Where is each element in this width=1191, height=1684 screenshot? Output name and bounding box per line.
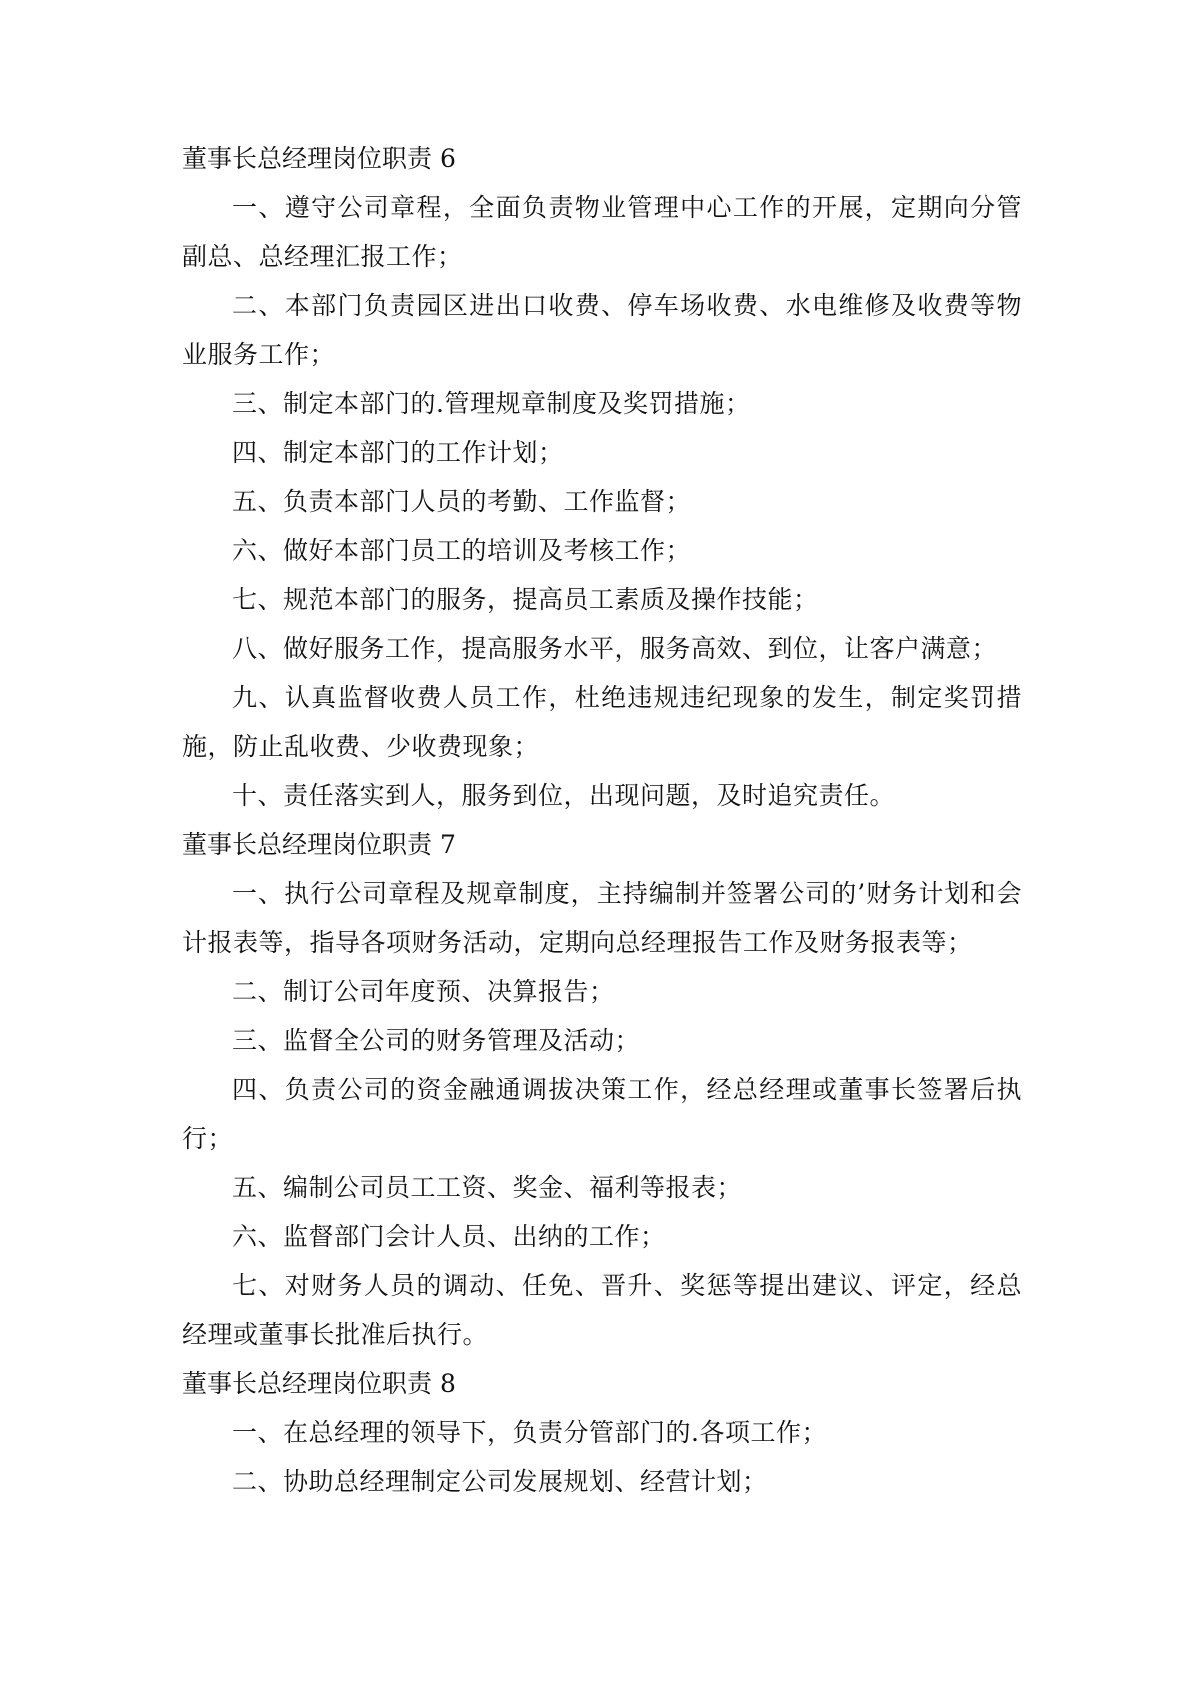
paragraph: 六、做好本部门员工的培训及考核工作； [232, 536, 692, 565]
paragraph: 二、协助总经理制定公司发展规划、经营计划； [232, 1467, 768, 1496]
paragraph: 八、做好服务工作，提高服务水平，服务高效、到位，让客户满意； [232, 634, 998, 663]
section-duties-6 [182, 134, 1022, 820]
section-duties-7 [182, 820, 1022, 1359]
paragraph: 四、负责公司的资金融通调拔决策工作，经总经理或董事长签署后执行； [182, 1075, 1022, 1153]
paragraph: 五、编制公司员工工资、奖金、福利等报表； [232, 1173, 743, 1202]
document-page [182, 134, 1022, 1506]
paragraph: 二、本部门负责园区进出口收费、停车场收费、水电维修及收费等物业服务工作； [182, 291, 1022, 369]
section-title: 董事长总经理岗位职责 7 [182, 830, 456, 859]
section-duties-8 [182, 1359, 1022, 1506]
paragraph: 三、监督全公司的财务管理及活动； [232, 1026, 641, 1055]
paragraph: 四、制定本部门的工作计划； [232, 438, 564, 467]
paragraph: 七、规范本部门的服务，提高员工素质及操作技能； [232, 585, 819, 614]
paragraph: 九、认真监督收费人员工作，杜绝违规违纪现象的发生，制定奖罚措施，防止乱收费、少收费现象； [182, 683, 1022, 761]
paragraph: 一、在总经理的领导下，负责分管部门的.各项工作； [232, 1418, 827, 1447]
paragraph: 十、责任落实到人，服务到位，出现问题，及时追究责任。 [232, 781, 896, 810]
paragraph: 一、遵守公司章程，全面负责物业管理中心工作的开展，定期向分管副总、总经理汇报工作； [182, 193, 1022, 271]
paragraph: 一、执行公司章程及规章制度，主持编制并签署公司的’财务计划和会计报表等，指导各项财务活动，定期向总经理报告工作及财务报表等； [182, 879, 1022, 957]
section-title: 董事长总经理岗位职责 6 [182, 144, 456, 173]
section-title: 董事长总经理岗位职责 8 [182, 1369, 456, 1398]
paragraph: 六、监督部门会计人员、出纳的工作； [232, 1222, 666, 1251]
paragraph: 五、负责本部门人员的考勤、工作监督； [232, 487, 692, 516]
paragraph: 七、对财务人员的调动、任免、晋升、奖惩等提出建议、评定，经总经理或董事长批准后执行。 [182, 1271, 1022, 1349]
paragraph: 二、制订公司年度预、决算报告； [232, 977, 615, 1006]
paragraph: 三、制定本部门的.管理规章制度及奖罚措施； [232, 389, 751, 418]
